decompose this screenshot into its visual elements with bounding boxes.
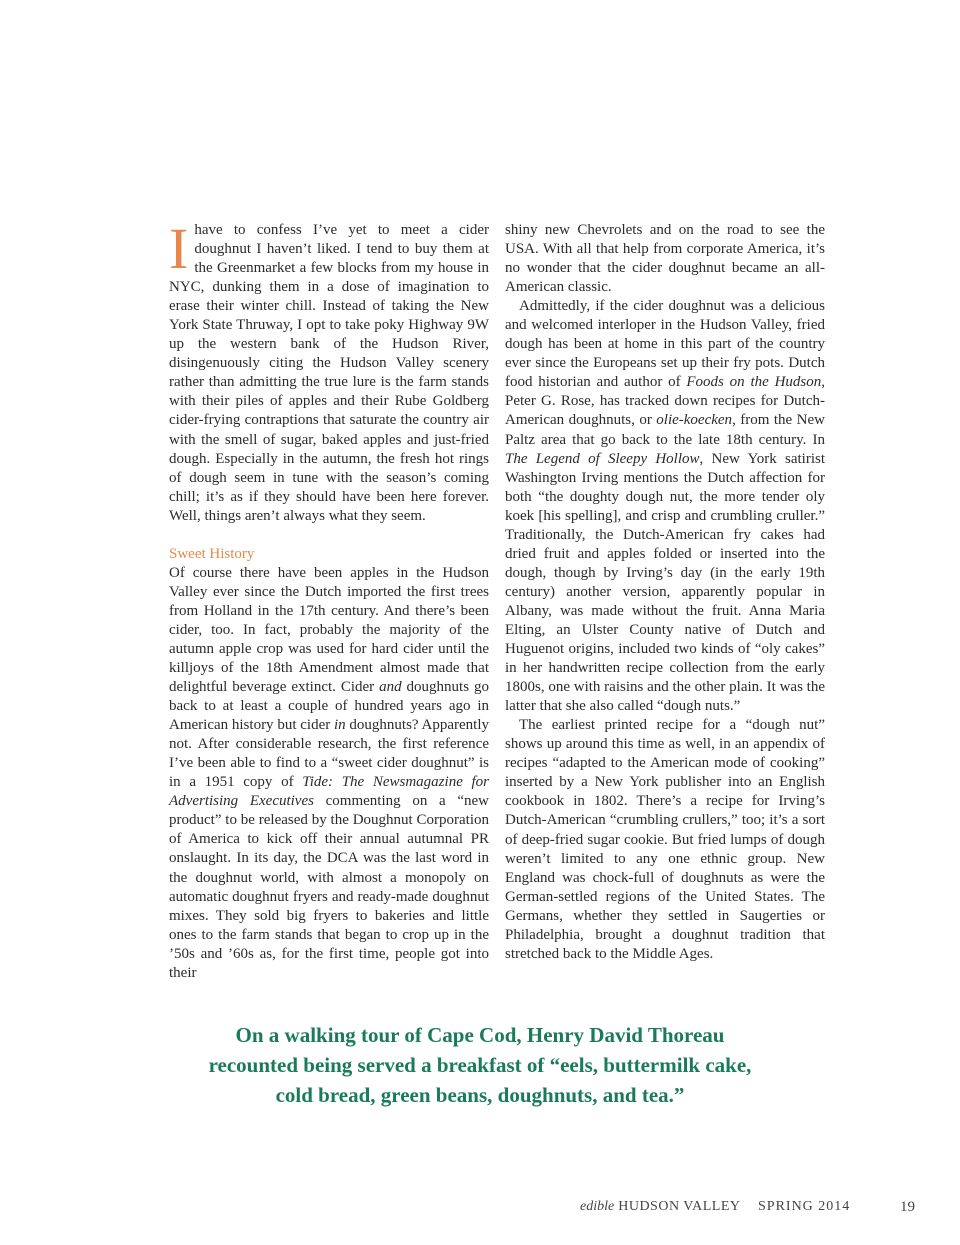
section-subhead: Sweet History bbox=[169, 545, 255, 562]
body-paragraph: Admittedly, if the cider doughnut was a delicious and welcomed interloper in the Hudson Valley, fried dough has been at home in this part of the country ever since the Europeans set up their fry pots. Dutch food historian and author of Foods on the Hudson, Peter G. Rose, has tracked down recipes for Dutch-American doughnuts, or olie-koecken, from the New Paltz area that go back to the late 18th century. In The Legend of Sleepy Hollow, New York satirist Washington Irving mentions the Dutch affection for both “the doughty dough nut, the more tender oly koek [his spelling], and crisp and crumbling cruller.” Traditionally, the Dutch-American fry cakes had dried fruit and apples folded or inserted into the dough, though by Irving’s day (in the early 19th century) another version, apparently popular in Albany, was made without the fruit. Anna Maria Elting, an Ulster County native of Dutch and Huguenot origins, included two kinds of “oly cakes” in her handwritten recipe collection from the early 1800s, one with raisins and the other plain. It was the latter that she also called “dough nuts.” bbox=[505, 298, 826, 715]
pull-quote-line: On a walking tour of Cape Cod, Henry David Thoreau bbox=[235, 1023, 725, 1047]
pull-quote bbox=[160, 1020, 800, 1110]
body-paragraph: The earliest printed recipe for a “dough nut” shows up around this time as well, in an appendix of recipes “adapted to the American mode of cooking” inserted by a New York publisher into an English cookbook in 1802. There’s a recipe for Irving’s Dutch-American “crumbling crullers,” too; it’s a sort of deep-fried sugar cookie. But fried lumps of dough weren’t limited to any one ethnic group. New England was chock-full of doughnuts as were the German-settled regions of the United States. The Germans, whether they settled in Saugerties or Philadelphia, brought a doughnut tradition that stretched back to the Middle Ages. bbox=[505, 717, 825, 962]
body-paragraph: shiny new Chevrolets and on the road to see the USA. With all that help from corporate America, it’s no wonder that the cider doughnut became an all-American classic. bbox=[505, 222, 825, 296]
book-title: The Legend of Sleepy Hollow bbox=[505, 450, 700, 467]
article-right-column bbox=[505, 221, 825, 964]
pull-quote-line: recounted being served a breakfast of “eels, buttermilk cake, bbox=[208, 1053, 752, 1077]
body-paragraph: Of course there have been apples in the Hudson Valley ever since the Dutch imported the first trees from Holland in the 17th century. And there’s been cider, too. In fact, probably the majority of the autumn apple crop was used for hard cider until the killjoys of the 18th Amendment almost made that delightful beverage extinct. Cider and doughnuts go back to at least a couple of hundred years ago in American history but cider in doughnuts? Apparently not. After considerable research, the first reference I’ve been able to find to a “sweet cider doughnut” is in a 1951 copy of Tide: The Newsmagazine for Advertising Executives commenting on a “new product” to be released by the Doughnut Corporation of America to kick off their annual autumnal PR onslaught. In its day, the DCA was the last word in the doughnut world, with almost a monopoly on automatic doughnut fryers and ready-made doughnut mixes. They sold big fryers to bakeries and little ones to the farm stands that began to crop up in the ’50s and ’60s as, for the first time, people got into their bbox=[169, 564, 489, 981]
pull-quote-line: cold bread, green beans, doughnuts, and tea.” bbox=[275, 1083, 685, 1107]
publication-title: Tide: The Newsmagazine for Advertising Executives bbox=[169, 774, 489, 810]
intro-paragraph bbox=[169, 216, 489, 526]
article-left-column bbox=[169, 216, 489, 983]
book-title: Foods on the Hudson bbox=[686, 374, 822, 391]
page-number: 19 bbox=[900, 1199, 915, 1215]
intro-text: have to confess I’ve yet to meet a cider doughnut I haven’t liked. I tend to buy them at the Greenmarket a few blocks from my house in NYC, dunking them in a dose of imagination to erase their winter chill. Instead of taking the New York State Thruway, I opt to take poky Highway 9W up the western bank of the Hudson River, disingenuously citing the Hudson Valley scenery rather than admitting the true lure is the farm stands with their piles of apples and their Rube Goldberg cider-frying contraptions that saturate the country air with the smell of sugar, baked apples and just-fried dough. Especially in the autumn, the fresh hot rings of dough seem in tune with the season’s coming chill; it’s as if they should have been here forever. Well, things aren’t always what they seem. bbox=[169, 222, 489, 524]
page-footer bbox=[0, 1199, 960, 1219]
magazine-brand: edible HUDSON VALLEY bbox=[580, 1199, 741, 1214]
issue-label: SPRING 2014 bbox=[758, 1199, 851, 1214]
drop-cap: I bbox=[169, 216, 189, 281]
